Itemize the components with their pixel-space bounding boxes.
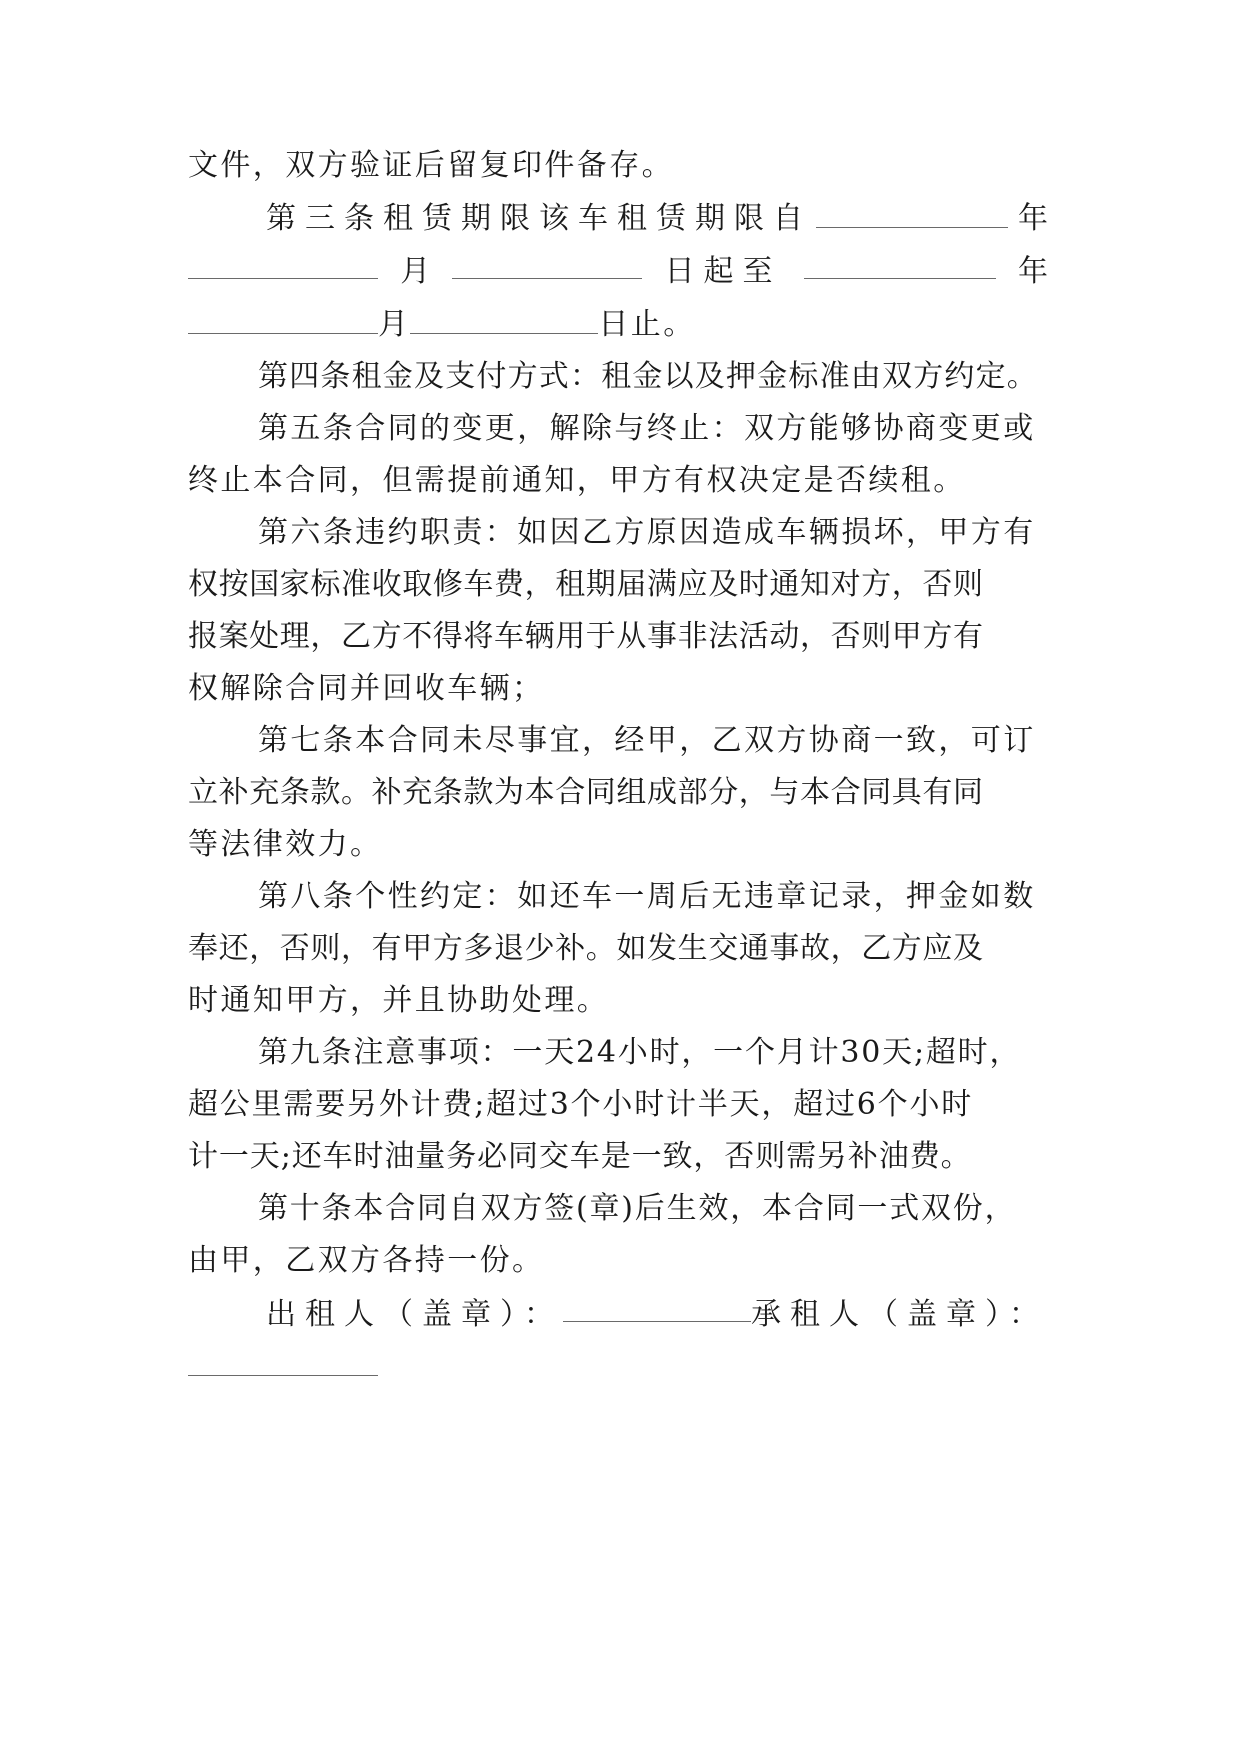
text-line: [258, 407, 1048, 451]
lease-period-line-1: [266, 197, 1048, 241]
text-line: [258, 1187, 1048, 1231]
line-text: 月: [378, 307, 411, 342]
blank-underline: [188, 250, 378, 279]
text-line: [188, 459, 1048, 503]
text-line: [188, 927, 1048, 971]
line-text: 第八条个性约定：如还车一周后无违章记录，押金如数: [258, 879, 1036, 914]
line-text: 权按国家标准收取修车费，租期届满应及时通知对方，否则: [188, 567, 984, 602]
line-text: 第七条本合同未尽事宜，经甲，乙双方协商一致，可订: [258, 723, 1036, 758]
lessor-seal-label: 出租人（盖章）：: [266, 1297, 563, 1332]
blank-underline: [452, 250, 642, 279]
lease-period-line-3: [188, 303, 1048, 347]
text-line: [188, 979, 1048, 1023]
blank-underline: [804, 250, 996, 279]
text-line: [188, 144, 1048, 188]
text-line: [188, 1239, 1048, 1283]
line-text: 年: [1018, 201, 1048, 236]
line-text: 第三条租赁期限该车租赁期限自: [266, 201, 812, 236]
line-text: 日起至: [664, 254, 782, 289]
blank-underline: [410, 305, 598, 334]
text-line: [258, 511, 1048, 555]
text-line: [188, 563, 1048, 607]
signature-line: [266, 1293, 1048, 1337]
line-text: 日止。: [598, 307, 696, 342]
line-text: 奉还，否则，有甲方多退少补。如发生交通事故，乙方应及: [188, 931, 984, 966]
line-text: 文件，双方验证后留复印件备存。: [188, 148, 674, 183]
lessee-signature-line: [188, 1345, 1048, 1389]
line-text: 第四条租金及支付方式：租金以及押金标准由双方约定。: [258, 359, 1038, 394]
line-text: 年: [1017, 254, 1048, 289]
text-line: [188, 823, 1048, 867]
line-text: 月: [400, 254, 431, 289]
text-line: [188, 1083, 1048, 1127]
text-line: [258, 719, 1048, 763]
line-text: 第六条违约职责：如因乙方原因造成车辆损坏，甲方有: [258, 515, 1036, 550]
line-text: 时通知甲方，并且协助处理。: [188, 983, 610, 1018]
blank-underline: [816, 199, 1008, 228]
text-line: [188, 1135, 1048, 1179]
line-text: 由甲，乙双方各持一份。: [188, 1243, 545, 1278]
line-text: 超公里需要另外计费;超过3个小时计半天，超过6个小时: [188, 1087, 974, 1122]
line-text: 第十条本合同自双方签(章)后生效，本合同一式双份，: [258, 1191, 1017, 1226]
line-text: 权解除合同并回收车辆；: [188, 671, 545, 706]
line-text: 第五条合同的变更，解除与终止：双方能够协商变更或: [258, 411, 1036, 446]
line-text: 终止本合同，但需提前通知，甲方有权决定是否续租。: [188, 463, 966, 498]
text-line: [258, 875, 1048, 919]
line-text: 报案处理，乙方不得将车辆用于从事非法活动，否则甲方有: [188, 619, 984, 654]
line-text: 计一天;还车时油量务必同交车是一致，否则需另补油费。: [188, 1139, 972, 1174]
text-line: [188, 615, 1048, 659]
line-text: 第九条注意事项：一天24小时，一个月计30天;超时，: [258, 1035, 1022, 1070]
blank-underline: [188, 305, 378, 334]
lessee-signature-blank: [188, 1347, 378, 1376]
line-text: 立补充条款。补充条款为本合同组成部分，与本合同具有同: [188, 775, 984, 810]
lease-period-line-2: [188, 250, 1048, 294]
text-line: [188, 667, 1048, 711]
text-line: [258, 355, 1048, 399]
line-text: 等法律效力。: [188, 827, 383, 862]
lessee-seal-label: 承租人（盖章）：: [751, 1297, 1048, 1332]
lessor-signature-blank: [563, 1293, 751, 1322]
text-line: [188, 771, 1048, 815]
text-line: [258, 1031, 1048, 1075]
